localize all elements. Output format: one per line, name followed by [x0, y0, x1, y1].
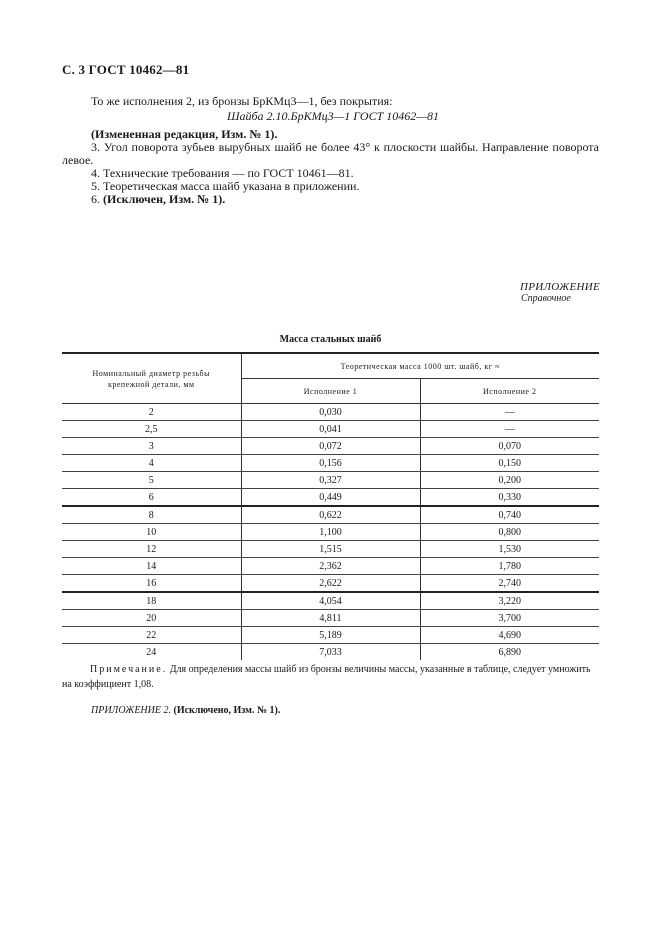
cell-mass-execution-2: 0,070	[420, 438, 599, 455]
table-row	[62, 610, 599, 627]
item-6-number: 6.	[91, 192, 100, 206]
cell-mass-execution-2: —	[420, 404, 599, 421]
cell-mass-execution-1: 4,054	[241, 592, 420, 610]
appendix-2-text: (Исключено, Изм. № 1).	[173, 705, 281, 716]
table-row	[62, 644, 599, 661]
item-4: 4. Технические требования — по ГОСТ 10461—81.	[91, 166, 354, 180]
cell-mass-execution-2: 3,700	[420, 610, 599, 627]
item-3: 3. Угол поворота зубьев вырубных шайб не более 43° к плоскости шайбы. Направление поворота левое.	[62, 140, 599, 167]
cell-diameter: 4	[62, 455, 241, 472]
cell-mass-execution-1: 2,622	[241, 575, 420, 593]
table-row	[62, 524, 599, 541]
table-caption: Масса стальных шайб	[279, 334, 382, 345]
cell-diameter: 2	[62, 404, 241, 421]
table-row	[62, 575, 599, 593]
cell-diameter: 20	[62, 610, 241, 627]
appendix-subtitle: Справочное	[521, 293, 571, 304]
column-header-execution-2: Исполнение 2	[420, 379, 599, 404]
cell-mass-execution-1: 7,033	[241, 644, 420, 661]
cell-mass-execution-1: 0,072	[241, 438, 420, 455]
cell-diameter: 22	[62, 627, 241, 644]
cell-mass-execution-2: 0,200	[420, 472, 599, 489]
cell-mass-execution-2: 1,530	[420, 541, 599, 558]
cell-mass-execution-2: 1,780	[420, 558, 599, 575]
cell-diameter: 14	[62, 558, 241, 575]
cell-mass-execution-1: 2,362	[241, 558, 420, 575]
appendix-2-title: ПРИЛОЖЕНИЕ 2.	[91, 705, 171, 716]
appendix-2-line	[91, 705, 280, 716]
cell-mass-execution-2: 0,150	[420, 455, 599, 472]
cell-mass-execution-2: 6,890	[420, 644, 599, 661]
cell-diameter: 5	[62, 472, 241, 489]
table-row	[62, 489, 599, 507]
cell-mass-execution-1: 0,030	[241, 404, 420, 421]
cell-mass-execution-2: —	[420, 421, 599, 438]
table-note	[62, 662, 599, 692]
item-5: 5. Теоретическая масса шайб указана в приложении.	[91, 179, 360, 193]
appendix-title: ПРИЛОЖЕНИЕ	[520, 281, 600, 293]
column-header-diameter-text: Номинальный диаметр резьбы крепежной детали, мм	[92, 368, 210, 389]
table-row	[62, 558, 599, 575]
cell-mass-execution-2: 4,690	[420, 627, 599, 644]
cell-mass-execution-1: 1,515	[241, 541, 420, 558]
cell-mass-execution-2: 0,330	[420, 489, 599, 507]
cell-mass-execution-2: 3,220	[420, 592, 599, 610]
cell-mass-execution-1: 0,449	[241, 489, 420, 507]
cell-mass-execution-1: 1,100	[241, 524, 420, 541]
item-6	[91, 193, 225, 206]
cell-diameter: 6	[62, 489, 241, 507]
cell-mass-execution-2: 0,800	[420, 524, 599, 541]
cell-mass-execution-2: 0,740	[420, 506, 599, 524]
cell-mass-execution-1: 5,189	[241, 627, 420, 644]
cell-mass-execution-2: 2,740	[420, 575, 599, 593]
table-row	[62, 404, 599, 421]
cell-diameter: 16	[62, 575, 241, 593]
cell-diameter: 10	[62, 524, 241, 541]
cell-mass-execution-1: 0,156	[241, 455, 420, 472]
page-header: С. 3 ГОСТ 10462—81	[62, 62, 190, 77]
table-row	[62, 421, 599, 438]
column-header-diameter	[62, 353, 241, 404]
cell-diameter: 18	[62, 592, 241, 610]
cell-mass-execution-1: 0,327	[241, 472, 420, 489]
table-row	[62, 506, 599, 524]
column-header-execution-1: Исполнение 1	[241, 379, 420, 404]
cell-mass-execution-1: 4,811	[241, 610, 420, 627]
table-body	[62, 404, 599, 661]
steel-washer-mass-table	[62, 352, 599, 660]
paragraph-execution-2: То же исполнения 2, из бронзы БрКМц3—1, без покрытия:	[91, 94, 393, 108]
table-row	[62, 438, 599, 455]
cell-diameter: 8	[62, 506, 241, 524]
cell-diameter: 12	[62, 541, 241, 558]
table-row	[62, 541, 599, 558]
note-label: Примечание.	[90, 664, 168, 675]
note-text: Для определения массы шайб из бронзы величины массы, указанные в таблице, следует умножить на коэффициент 1,08.	[62, 664, 591, 690]
cell-mass-execution-1: 0,041	[241, 421, 420, 438]
column-header-theoretical-mass: Теоретическая масса 1000 шт. шайб, кг ≈	[241, 353, 599, 379]
table-row	[62, 455, 599, 472]
table-row	[62, 472, 599, 489]
table-row	[62, 592, 599, 610]
designation-example: Шайба 2.10.БрКМц3—1 ГОСТ 10462—81	[227, 109, 439, 123]
cell-diameter: 24	[62, 644, 241, 661]
edited-note: (Измененная редакция, Изм. № 1).	[91, 127, 278, 141]
item-6-text: (Исключен, Изм. № 1).	[103, 192, 226, 206]
cell-mass-execution-1: 0,622	[241, 506, 420, 524]
cell-diameter: 2,5	[62, 421, 241, 438]
table-row	[62, 627, 599, 644]
cell-diameter: 3	[62, 438, 241, 455]
